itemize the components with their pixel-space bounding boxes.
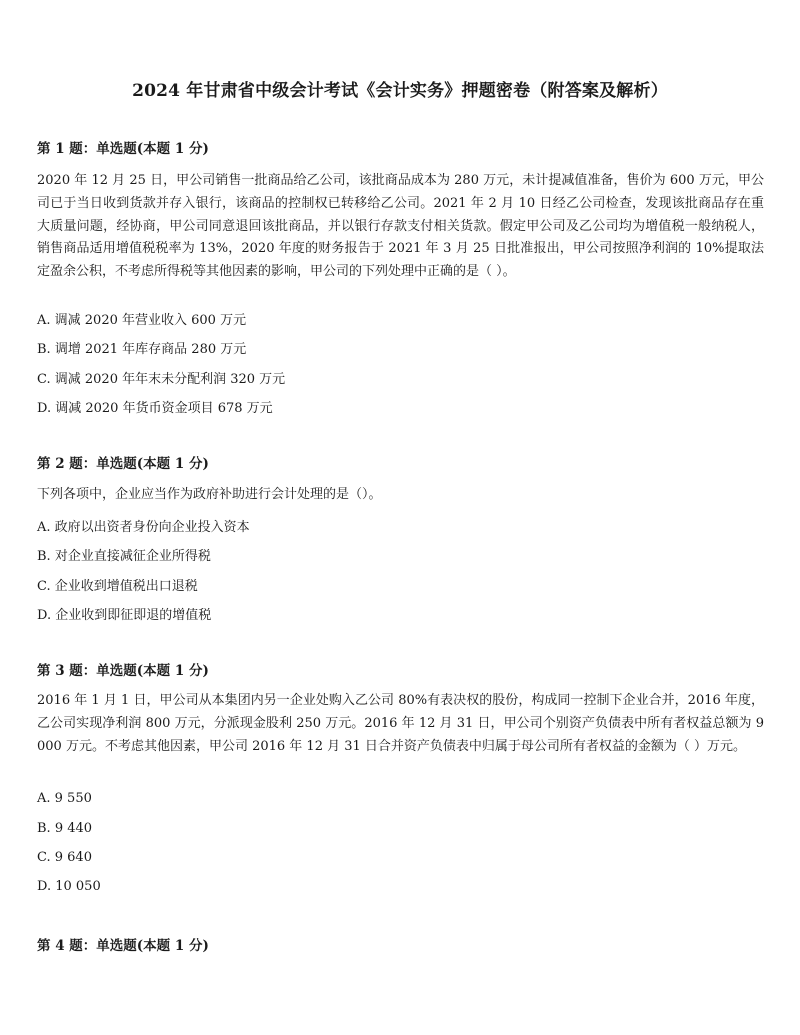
question-3-stem: 2016 年 1 月 1 日，甲公司从本集团内另一企业处购入乙公司 80%有表决权的股份，构成同一控制下企业合并，2016 年度，乙公司实现净利润 800 万元，分派现金股利 250 万元。2016 年 12 月 31 日，甲公司个别资产负债表中所有者权益总额为 9 000 万元。不考虑其他因素，甲公司 2016 年 12 月 31 日合并资产负债表中归属于母公司所有者权益的金额为（ ）万元。	[37, 693, 764, 754]
question-3-option-c: C. 9 640	[37, 850, 92, 865]
question-1-option-d: D. 调减 2020 年货币资金项目 678 万元	[37, 401, 273, 416]
question-3-option-d: D. 10 050	[37, 879, 101, 894]
question-4-header: 第 4 题：单选题(本题 1 分)	[37, 938, 209, 954]
question-2-option-d: D. 企业收到即征即退的增值税	[37, 608, 212, 623]
question-3-header: 第 3 题：单选题(本题 1 分)	[37, 663, 209, 679]
question-3-option-b: B. 9 440	[37, 821, 93, 836]
question-1-header: 第 1 题：单选题(本题 1 分)	[37, 141, 209, 157]
question-2-header: 第 2 题：单选题(本题 1 分)	[37, 456, 209, 472]
question-1-option-c: C. 调减 2020 年年末未分配利润 320 万元	[37, 372, 286, 387]
question-1-option-a: A. 调减 2020 年营业收入 600 万元	[37, 313, 247, 328]
question-2-option-b: B. 对企业直接减征企业所得税	[37, 549, 211, 564]
document-title: 2024 年甘肃省中级会计考试《会计实务》押题密卷（附答案及解析）	[132, 81, 668, 101]
question-2-option-a: A. 政府以出资者身份向企业投入资本	[37, 520, 250, 535]
question-1-option-b: B. 调增 2021 年库存商品 280 万元	[37, 342, 247, 357]
question-1-stem: 2020 年 12 月 25 日，甲公司销售一批商品给乙公司，该批商品成本为 280 万元，未计提减值准备，售价为 600 万元，甲公司已于当日收到货款并存入银行，该商品的控制权已转移给乙公司。2021 年 2 月 10 日经乙公司检查，发现该批商品存在重大质量问题，经协商，甲公司同意退回该批商品，并以银行存款支付相关货款。假定甲公司及乙公司均为增值税一般纳税人，销售商品适用增值税税率为 13%，2020 年度的财务报告于 2021 年 3 月 25 日批准报出，甲公司按照净利润的 10%提取法定盈余公积，不考虑所得税等其他因素的影响，甲公司的下列处理中正确的是（ ）。	[37, 173, 764, 280]
question-3-option-a: A. 9 550	[37, 791, 92, 806]
question-2-option-c: C. 企业收到增值税出口退税	[37, 579, 198, 594]
question-2-stem: 下列各项中，企业应当作为政府补助进行会计处理的是（）。	[37, 487, 382, 502]
